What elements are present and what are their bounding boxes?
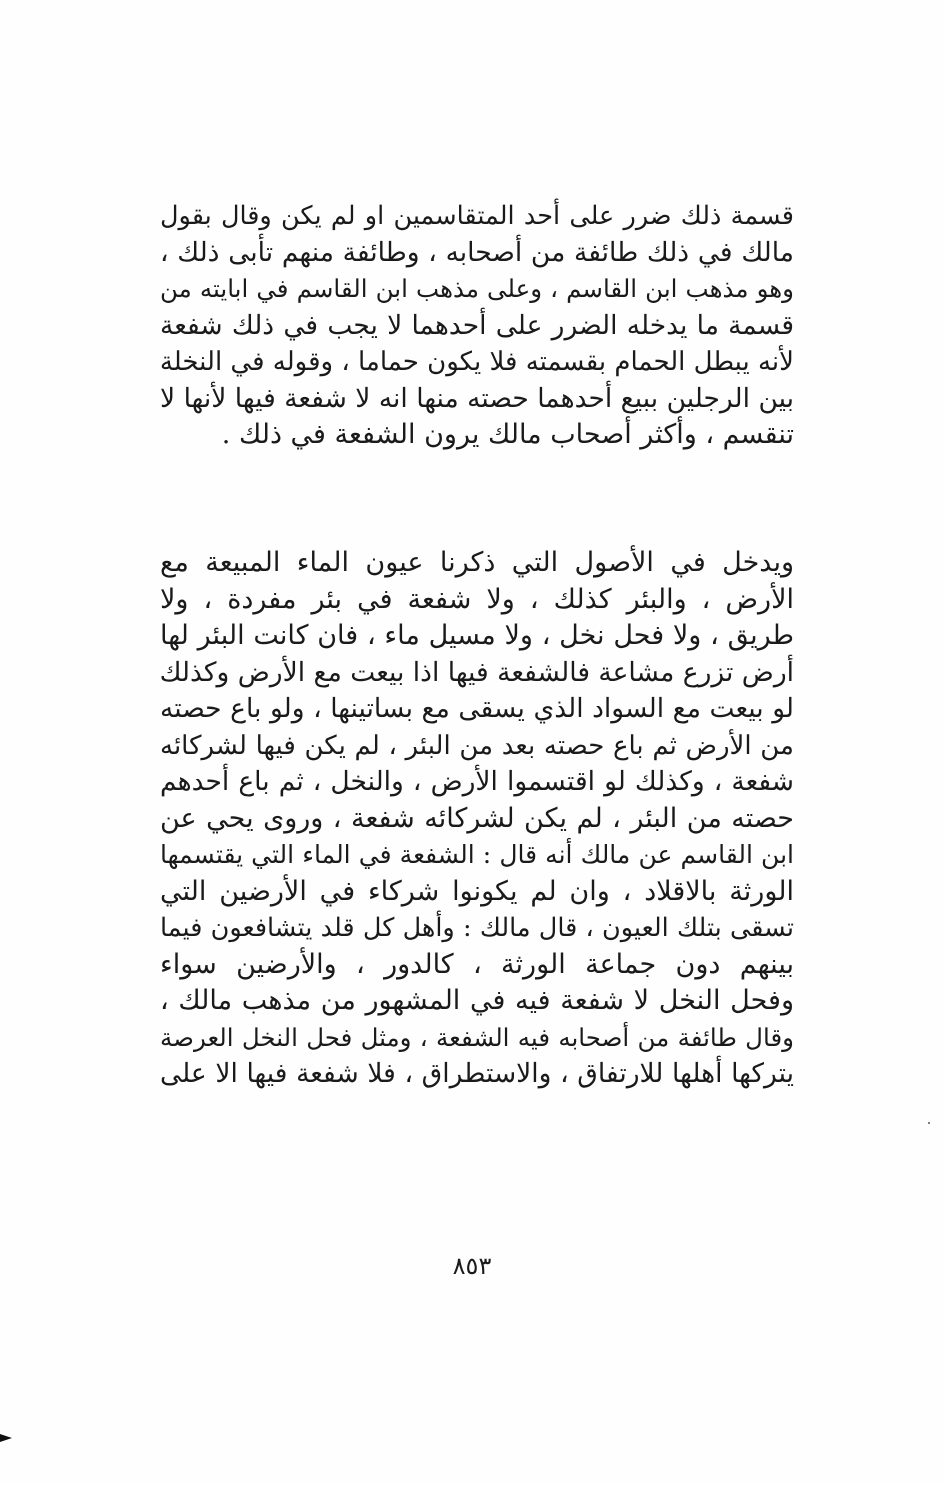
text-line: لأنه يبطل الحمام بقسمته فلا يكون حماما ، وقوله في النخلة xyxy=(159,347,794,377)
margin-speck xyxy=(928,1122,930,1124)
text-line: تسقى بتلك العيون ، قال مالك : وأهل كل قلد يتشافعون فيما xyxy=(160,913,794,943)
paragraph-1 xyxy=(160,198,794,454)
text-line: طريق ، ولا فحل نخل ، ولا مسيل ماء ، فان كانت البئر لها xyxy=(160,620,794,651)
text-line: حصته من البئر ، لم يكن لشركائه شفعة ، وروى يحي عن xyxy=(160,802,794,834)
text-line: أرض تزرع مشاعة فالشفعة فيها اذا بيعت مع الأرض وكذلك xyxy=(159,656,794,688)
text-line: مالك في ذلك طائفة من أصحابه ، وطائفة منهم تأبى ذلك ، xyxy=(160,236,794,268)
page-number: ٨٥٣ xyxy=(452,1252,492,1280)
text-line: وقال طائفة من أصحابه فيه الشفعة ، ومثل فحل النخل العرصة xyxy=(160,1022,794,1052)
text-line: لو بيعت مع السواد الذي يسقى مع بساتينها ، ولو باع حصته xyxy=(160,693,794,724)
text-line: ويدخل في الأصول التي ذكرنا عيون الماء المبيعة مع xyxy=(160,547,794,578)
edge-arrow-mark xyxy=(0,1434,12,1442)
text-line: بينهم دون جماعة الورثة ، كالدور ، والأرضين سواء xyxy=(160,948,794,980)
text-line: الورثة بالاقلاد ، وان لم يكونوا شركاء في الأرضين التي xyxy=(160,875,794,907)
text-line: شفعة ، وكذلك لو اقتسموا الأرض ، والنخل ، ثم باع أحدهم xyxy=(160,766,794,797)
text-line: ابن القاسم عن مالك أنه قال : الشفعة في الماء التي يقتسمها xyxy=(160,840,794,869)
text-line: الأرض ، والبئر كذلك ، ولا شفعة في بئر مفردة ، ولا xyxy=(160,583,794,615)
text-line: تنقسم ، وأكثر أصحاب مالك يرون الشفعة في ذلك . xyxy=(221,419,794,450)
text-line: يتركها أهلها للارتفاق ، والاستطراق ، فلا شفعة فيها الا على xyxy=(160,1058,794,1089)
paragraph-2 xyxy=(160,545,794,1093)
text-line: وفحل النخل لا شفعة فيه في المشهور من مذهب مالك ، xyxy=(160,985,794,1016)
text-line: قسمة ما يدخله الضرر على أحدهما لا يجب في ذلك شفعة xyxy=(160,309,794,341)
text-line: من الأرض ثم باع حصته بعد من البئر ، لم يكن فيها لشركائه xyxy=(160,730,794,761)
text-line: بين الرجلين ببيع أحدهما حصته منها انه لا شفعة فيها لأنها لا xyxy=(160,382,794,414)
text-line: وهو مذهب ابن القاسم ، وعلى مذهب ابن القاسم في ابايته من xyxy=(160,274,794,303)
text-line: قسمة ذلك ضرر على أحد المتقاسمين او لم يكن وقال بقول xyxy=(160,201,794,231)
